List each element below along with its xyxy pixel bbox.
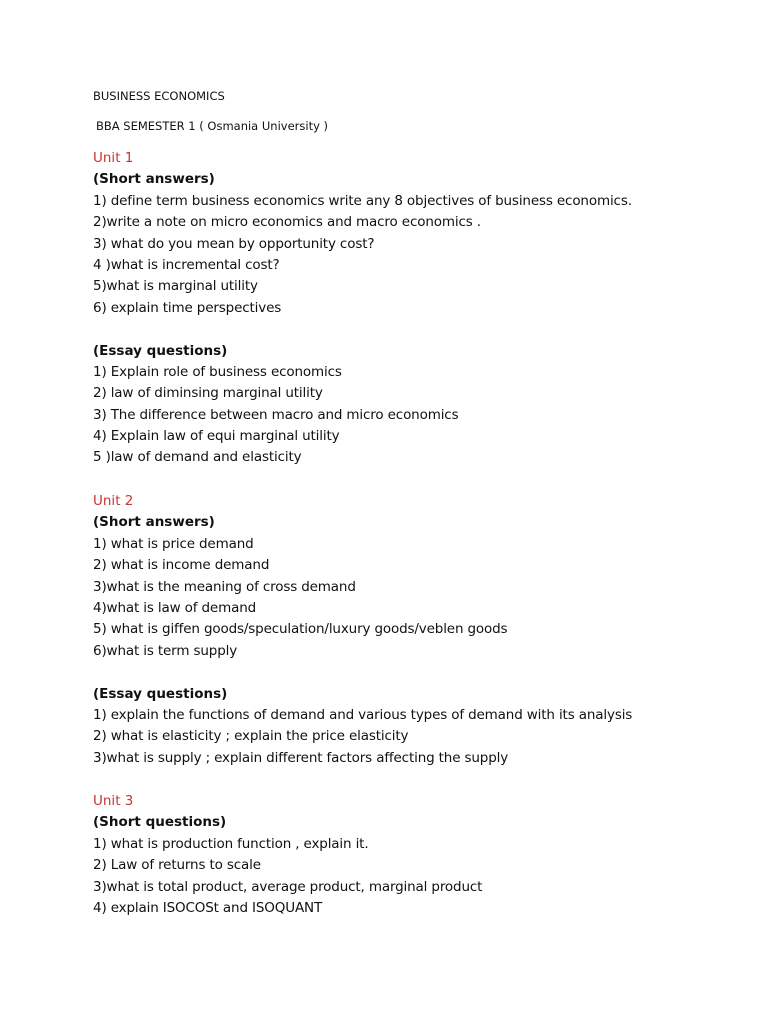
question-item: 6) explain time perspectives	[93, 299, 282, 316]
question-item: 4) explain ISOCOSt and ISOQUANT	[93, 899, 323, 916]
document-title: BUSINESS ECONOMICS	[93, 89, 225, 103]
question-list	[93, 705, 632, 769]
question-item: 1) Explain role of business economics	[93, 363, 342, 380]
essay-questions-heading: (Essay questions)	[93, 685, 228, 702]
unit-3-section	[93, 791, 482, 919]
question-item: 3)what is supply ; explain different factors affecting the supply	[93, 749, 509, 766]
question-item: 1) define term business economics write any 8 objectives of business economics.	[93, 192, 632, 209]
unit-1-section	[93, 148, 632, 469]
question-list	[93, 191, 632, 319]
question-item: 1) what is production function , explain it.	[93, 835, 369, 852]
question-item: 3) The difference between macro and micro economics	[93, 406, 459, 423]
spacer	[93, 662, 632, 683]
question-item: 5) what is giffen goods/speculation/luxury goods/veblen goods	[93, 621, 508, 638]
question-item: 2) what is income demand	[93, 557, 270, 574]
unit-heading: Unit 1	[93, 150, 134, 166]
short-answers-heading: (Short answers)	[93, 514, 215, 531]
question-item: 2)write a note on micro economics and macro economics .	[93, 214, 481, 231]
question-item: 4 )what is incremental cost?	[93, 256, 280, 273]
unit-2-section	[93, 491, 632, 769]
question-item: 4)what is law of demand	[93, 599, 257, 616]
question-list	[93, 834, 482, 920]
unit-heading: Unit 2	[93, 493, 134, 509]
short-answers-heading: (Short answers)	[93, 171, 215, 188]
question-item: 1) explain the functions of demand and various types of demand with its analysis	[93, 706, 633, 723]
short-questions-heading: (Short questions)	[93, 814, 227, 831]
question-list	[93, 534, 632, 662]
spacer	[93, 319, 632, 340]
unit-heading: Unit 3	[93, 793, 134, 809]
question-item: 3)what is total product, average product, marginal product	[93, 878, 483, 895]
question-item: 3)what is the meaning of cross demand	[93, 578, 356, 595]
question-item: 6)what is term supply	[93, 642, 238, 659]
question-item: 4) Explain law of equi marginal utility	[93, 428, 340, 445]
question-item: 1) what is price demand	[93, 535, 254, 552]
question-item: 2) law of diminsing marginal utility	[93, 385, 323, 402]
question-item: 5 )law of demand and elasticity	[93, 449, 302, 466]
question-item: 2) Law of returns to scale	[93, 857, 261, 874]
question-item: 5)what is marginal utility	[93, 278, 258, 295]
question-list	[93, 362, 632, 469]
essay-questions-heading: (Essay questions)	[93, 342, 228, 359]
question-item: 3) what do you mean by opportunity cost?	[93, 235, 375, 252]
question-item: 2) what is elasticity ; explain the price elasticity	[93, 728, 409, 745]
document-subtitle: BBA SEMESTER 1 ( Osmania University )	[96, 119, 329, 133]
